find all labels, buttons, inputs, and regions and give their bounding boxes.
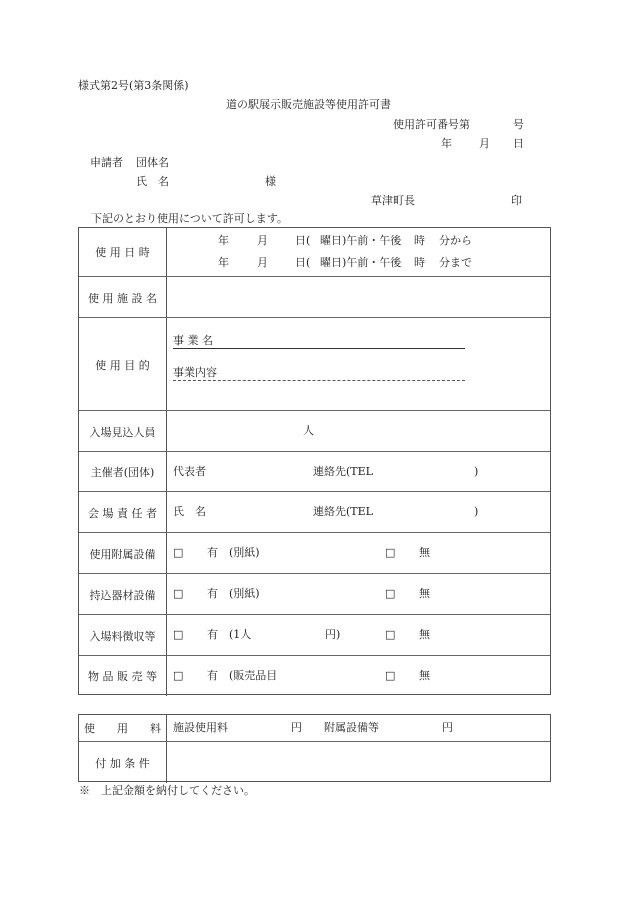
permit-number-suffix: 号 xyxy=(513,118,524,131)
equipment-fee-yen: 円 xyxy=(442,721,453,734)
row-conditions xyxy=(79,741,550,783)
brought-equipment-value xyxy=(167,574,550,615)
org-name-label: 団体名 xyxy=(136,156,169,169)
equipment-fee-label: 附属設備等 xyxy=(324,721,379,734)
row-fee xyxy=(79,715,550,741)
manager-tel-close: ) xyxy=(474,505,479,518)
sales-value xyxy=(167,656,550,696)
attendance-unit: 人 xyxy=(303,424,314,437)
permit-number-label: 使用許可番号第 xyxy=(393,118,470,131)
dt1-year: 年 xyxy=(218,234,229,247)
sales-items-label: (販売品目 xyxy=(229,669,278,682)
row-purpose xyxy=(79,317,550,411)
fee-value[interactable] xyxy=(167,715,550,741)
dt1-hour: 時 xyxy=(414,234,425,247)
admission-no-label: 無 xyxy=(419,628,430,641)
intro-text: 下記のとおり使用について許可します。 xyxy=(91,212,288,225)
manager-value[interactable] xyxy=(167,492,550,533)
document-title: 道の駅展示販売施設等使用許可書 xyxy=(226,98,391,111)
label-datetime: 使 用 日 時 xyxy=(79,228,167,276)
admission-yes-label: 有 xyxy=(207,628,218,641)
honorific: 様 xyxy=(265,175,276,188)
facility-fee-yen: 円 xyxy=(291,721,302,734)
label-attendance: 入場見込人員 xyxy=(79,411,167,452)
label-conditions: 付 加 条 件 xyxy=(79,742,167,783)
admission-no-checkbox[interactable]: □ xyxy=(385,628,396,641)
manager-tel-label: 連絡先(TEL xyxy=(313,505,373,518)
row-attendance xyxy=(79,410,550,452)
admission-yen: 円) xyxy=(325,628,341,641)
brought-yes-label: 有 xyxy=(207,587,218,600)
form-number: 様式第2号(第3条関係) xyxy=(78,79,189,92)
label-facility: 使 用 施 設 名 xyxy=(79,277,167,318)
dt2-day: 日( xyxy=(295,256,311,269)
applicant-label: 申請者 xyxy=(90,156,123,169)
brought-yes-checkbox[interactable]: □ xyxy=(173,587,184,600)
organizer-value[interactable] xyxy=(167,452,550,492)
brought-no-label: 無 xyxy=(419,587,430,600)
dt2-hour: 時 xyxy=(414,256,425,269)
equipment-yes-checkbox[interactable]: □ xyxy=(173,546,184,559)
date-month: 月 xyxy=(479,137,490,150)
applicant-name-label: 氏 名 xyxy=(136,175,169,188)
date-day: 日 xyxy=(513,137,524,150)
seal-mark: 印 xyxy=(511,194,522,207)
business-name-label: 事 業 名 xyxy=(173,334,213,347)
facility-fee-label: 施設使用料 xyxy=(173,721,228,734)
fee-table xyxy=(78,714,551,782)
dt1-weekday-ampm: 曜日)午前・午後 xyxy=(320,234,402,247)
permit-table xyxy=(78,227,551,695)
row-sales xyxy=(79,655,550,696)
attendance-value[interactable] xyxy=(167,411,550,452)
conditions-value[interactable] xyxy=(167,742,550,783)
footer-note: ※ 上記金額を納付してください。 xyxy=(79,784,255,797)
label-organizer: 主催者(団体) xyxy=(79,452,167,492)
equipment-no-checkbox[interactable]: □ xyxy=(385,546,396,559)
sales-yes-checkbox[interactable]: □ xyxy=(173,669,184,682)
dt1-month: 月 xyxy=(257,234,268,247)
facility-value[interactable] xyxy=(167,277,550,318)
brought-yes-note: (別紙) xyxy=(229,587,260,600)
business-name-underline xyxy=(173,334,465,349)
row-manager xyxy=(79,491,550,533)
dt2-minute-until: 分まで xyxy=(439,256,472,269)
row-datetime xyxy=(79,228,550,276)
business-content-underline xyxy=(173,366,465,381)
label-equipment: 使用附属設備 xyxy=(79,533,167,574)
organizer-tel-label: 連絡先(TEL xyxy=(313,465,373,478)
dt2-month: 月 xyxy=(257,256,268,269)
admission-fee-value xyxy=(167,615,550,656)
sales-no-checkbox[interactable]: □ xyxy=(385,669,396,682)
row-brought-equipment xyxy=(79,573,550,615)
sales-yes-label: 有 xyxy=(207,669,218,682)
purpose-value[interactable] xyxy=(167,318,550,411)
label-purpose: 使 用 目 的 xyxy=(79,318,167,411)
row-equipment xyxy=(79,532,550,574)
label-fee: 使 用 料 xyxy=(79,715,167,741)
dt1-minute-from: 分から xyxy=(439,234,472,247)
dt2-year: 年 xyxy=(218,256,229,269)
organizer-tel-close: ) xyxy=(474,465,479,478)
equipment-yes-note: (別紙) xyxy=(229,546,260,559)
row-admission-fee xyxy=(79,614,550,656)
manager-name-label: 氏 名 xyxy=(173,505,206,518)
label-sales: 物 品 販 売 等 xyxy=(79,656,167,696)
datetime-value[interactable] xyxy=(167,228,550,276)
brought-no-checkbox[interactable]: □ xyxy=(385,587,396,600)
business-content-label: 事業内容 xyxy=(173,366,217,379)
label-manager: 会 場 責 任 者 xyxy=(79,492,167,533)
label-brought-equipment: 持込器材設備 xyxy=(79,574,167,615)
row-facility xyxy=(79,276,550,318)
label-admission-fee: 入場料徴収等 xyxy=(79,615,167,656)
sales-no-label: 無 xyxy=(419,669,430,682)
organizer-rep-label: 代表者 xyxy=(173,465,206,478)
row-organizer xyxy=(79,451,550,492)
dt2-weekday-ampm: 曜日)午前・午後 xyxy=(320,256,402,269)
equipment-yes-label: 有 xyxy=(207,546,218,559)
equipment-no-label: 無 xyxy=(419,546,430,559)
admission-yes-checkbox[interactable]: □ xyxy=(173,628,184,641)
equipment-value xyxy=(167,533,550,574)
admission-per-person: (1人 xyxy=(229,628,252,641)
date-year: 年 xyxy=(441,137,452,150)
dt1-day: 日( xyxy=(295,234,311,247)
issuer: 草津町長 xyxy=(371,194,415,207)
